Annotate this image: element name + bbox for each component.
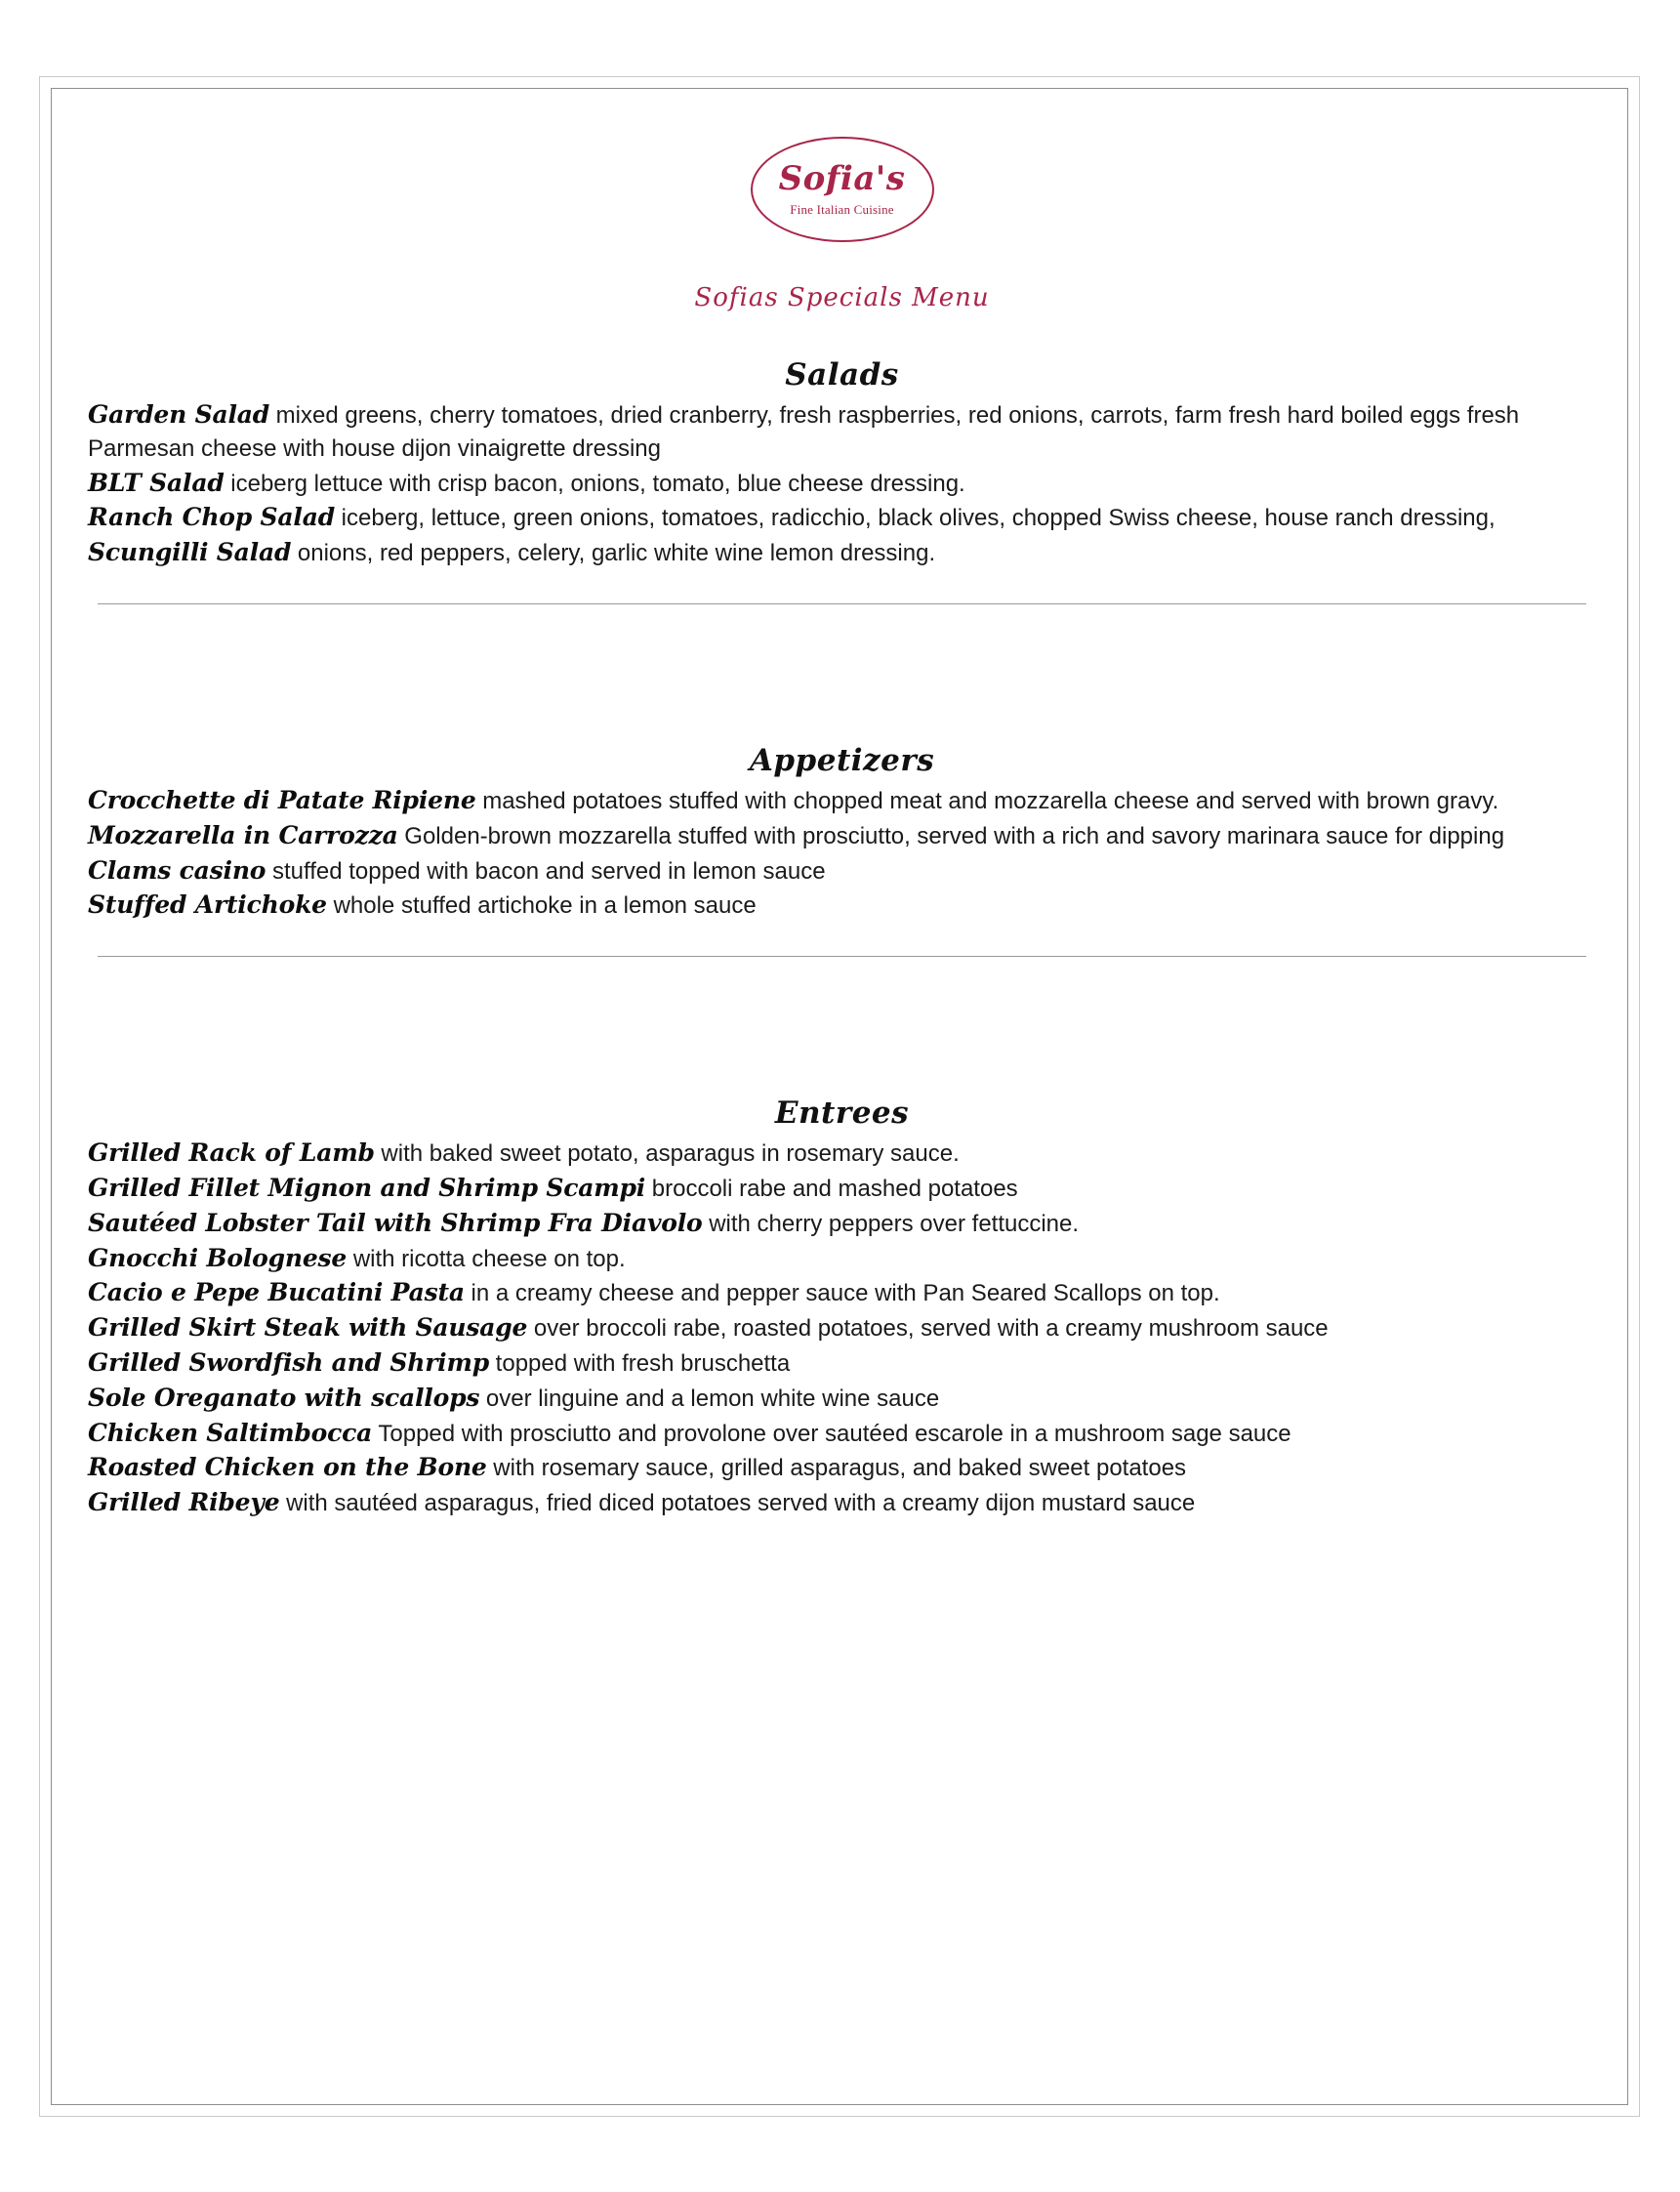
menu-subtitle: Sofias Specials Menu [694,283,990,312]
menu-item-name: Grilled Ribeye [88,1488,280,1517]
section-appetizers [88,743,1596,957]
section-title: Salads [785,357,899,393]
menu-item [88,501,1596,535]
menu-item-name: Gnocchi Bolognese [88,1243,348,1272]
menu-item [88,398,1596,466]
menu-item-description: stuffed topped with bacon and served in lemon sauce [266,857,826,885]
menu-item-description: over broccoli rabe, roasted potatoes, served with a creamy mushroom sauce [527,1315,1329,1343]
menu-item-name: Ranch Chop Salad [88,503,335,532]
logo-tagline: Fine Italian Cuisine [790,201,894,217]
menu-item [88,467,1596,501]
menu-item-name: Grilled Fillet Mignon and Shrimp Scampi [88,1173,646,1202]
menu-item-description: with baked sweet potato, asparagus in rosemary sauce. [374,1140,960,1168]
menu-item-description: over linguine and a lemon white wine sauce [479,1385,940,1412]
menu-item-name: Sautéed Lobster Tail with Shrimp Fra Diavolo [88,1208,703,1237]
menu-item [88,1276,1596,1310]
logo-name: Sofia's [778,158,906,198]
menu-item [88,1346,1596,1381]
menu-item [88,854,1596,889]
menu-item-name: Crocchette di Patate Ripiene [88,785,476,814]
menu-item-description: iceberg, lettuce, green onions, tomatoes, radicchio, black olives, chopped Swiss cheese, house ranch dressing, [335,505,1496,532]
menu-item-name: Roasted Chicken on the Bone [88,1453,487,1482]
menu-item [88,784,1596,818]
menu-item [88,1417,1596,1451]
menu-item-name: Chicken Saltimbocca [88,1418,373,1447]
menu-item-name: Stuffed Artichoke [88,890,327,920]
menu-item-name: Mozzarella in Carrozza [88,820,398,849]
menu-item-description: onions, red peppers, celery, garlic white wine lemon dressing. [291,540,936,567]
menu-item [88,1172,1596,1206]
menu-item [88,1242,1596,1276]
menu-item-name: Clams casino [88,855,266,885]
menu-item-description: with sautéed asparagus, fried diced potatoes served with a creamy dijon mustard sauce [279,1490,1196,1517]
menu-item [88,1207,1596,1241]
menu-item-name: Scungilli Salad [88,538,292,567]
section-title: Appetizers [749,742,935,778]
menu-content [88,117,1596,1521]
menu-item-name: BLT Salad [88,468,225,497]
spacer [88,604,1596,698]
menu-item [88,1451,1596,1485]
menu-item [88,1486,1596,1520]
menu-item-description: with ricotta cheese on top. [347,1245,626,1272]
restaurant-logo [751,137,934,242]
spacer [88,957,1596,1051]
menu-item-name: Grilled Rack of Lamb [88,1138,375,1168]
menu-item [88,1382,1596,1416]
menu-item-description: with rosemary sauce, grilled asparagus, and baked sweet potatoes [486,1455,1187,1482]
menu-item-description: broccoli rabe and mashed potatoes [645,1175,1018,1202]
menu-item-name: Grilled Swordfish and Shrimp [88,1347,490,1377]
section-title: Entrees [774,1096,910,1132]
menu-item-description: topped with fresh bruschetta [489,1349,791,1377]
logo-container [88,137,1596,242]
menu-item-description: Golden-brown mozzarella stuffed with prosciutto, served with a rich and savory marinara sauce for dipping [397,822,1505,849]
menu-item-name: Grilled Skirt Steak with Sausage [88,1313,528,1343]
menu-item [88,889,1596,923]
menu-item-description: whole stuffed artichoke in a lemon sauce [326,892,757,920]
menu-item-name: Cacio e Pepe Bucatini Pasta [88,1278,465,1307]
menu-item-description: in a creamy cheese and pepper sauce with Pan Seared Scallops on top. [464,1280,1220,1307]
menu-item-description: mashed potatoes stuffed with chopped meat and mozzarella cheese and served with brown gravy. [475,787,1499,814]
menu-item [88,1137,1596,1171]
menu-item-description: mixed greens, cherry tomatoes, dried cranberry, fresh raspberries, red onions, carrots, farm fresh hard boiled eggs fresh Parmesan cheese with house dijon vinaigrette dressing [88,402,1520,462]
menu-item-description: iceberg lettuce with crisp bacon, onions, tomato, blue cheese dressing. [224,470,965,497]
menu-item-description: with cherry peppers over fettuccine. [702,1210,1080,1237]
section-salads [88,357,1596,604]
menu-item-name: Sole Oreganato with scallops [88,1383,480,1412]
menu-item [88,536,1596,570]
menu-item-name: Garden Salad [88,400,270,429]
menu-item [88,819,1596,853]
menu-item-description: Topped with prosciutto and provolone over sautéed escarole in a mushroom sage sauce [372,1420,1291,1447]
menu-item [88,1311,1596,1345]
section-entrees [88,1096,1596,1520]
